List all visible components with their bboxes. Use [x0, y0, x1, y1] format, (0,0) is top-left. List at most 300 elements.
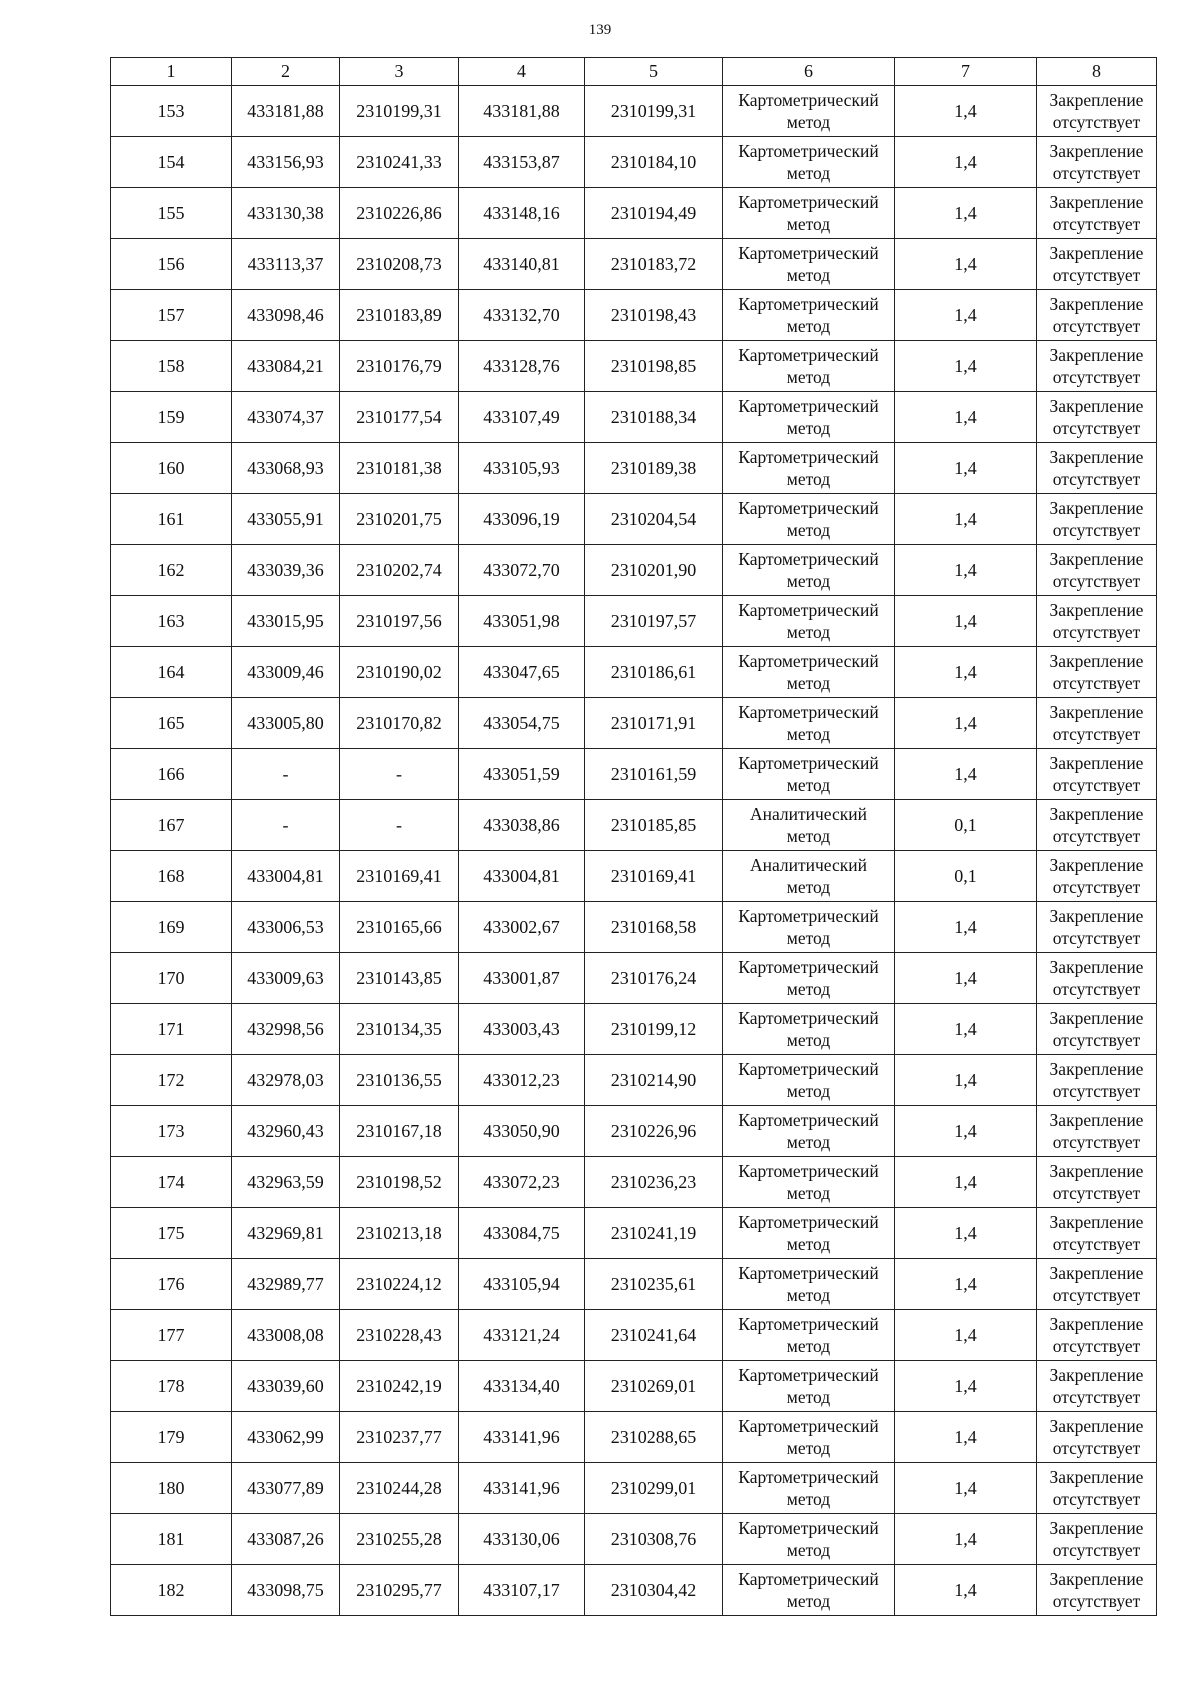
- table-cell-col-8: [1037, 86, 1157, 137]
- table-cell-col-3: 2310202,74: [340, 545, 459, 596]
- table-cell-col-3: 2310181,38: [340, 443, 459, 494]
- table-cell-col-3: 2310167,18: [340, 1106, 459, 1157]
- table-row: [111, 800, 1157, 851]
- cell-text-line: отсутствует: [1052, 1387, 1141, 1407]
- table-cell-col-1: 169: [111, 902, 232, 953]
- table-cell-col-8: [1037, 1463, 1157, 1514]
- cell-text-line: Закрепление: [1049, 1467, 1144, 1487]
- cell-text-line: Закрепление: [1049, 498, 1144, 518]
- table-cell-col-2: 432960,43: [232, 1106, 340, 1157]
- table-cell-col-5: 2310201,90: [585, 545, 723, 596]
- table-cell-col-7: 1,4: [895, 1310, 1037, 1361]
- table-cell-col-1: 175: [111, 1208, 232, 1259]
- table-cell-col-4: 433012,23: [459, 1055, 585, 1106]
- cell-text-line: Закрепление: [1049, 90, 1144, 110]
- table-cell-col-8: [1037, 953, 1157, 1004]
- table-cell-col-4: 433051,59: [459, 749, 585, 800]
- cell-text-line: отсутствует: [1052, 1540, 1141, 1560]
- table-row: [111, 1055, 1157, 1106]
- table-cell-col-2: 433156,93: [232, 137, 340, 188]
- table-cell-col-4: 433084,75: [459, 1208, 585, 1259]
- cell-text-line: метод: [786, 469, 831, 489]
- table-cell-col-6: [723, 1514, 895, 1565]
- cell-text-line: отсутствует: [1052, 112, 1141, 132]
- table-cell-col-8: [1037, 1412, 1157, 1463]
- cell-text-line: отсутствует: [1052, 724, 1141, 744]
- table-cell-col-3: 2310190,02: [340, 647, 459, 698]
- cell-text-line: отсутствует: [1052, 520, 1141, 540]
- cell-text-line: Закрепление: [1049, 804, 1144, 824]
- table-cell-col-7: 1,4: [895, 1055, 1037, 1106]
- table-cell-col-8: [1037, 698, 1157, 749]
- table-cell-col-2: 432978,03: [232, 1055, 340, 1106]
- table-cell-col-8: [1037, 596, 1157, 647]
- table-cell-col-8: [1037, 1208, 1157, 1259]
- table-cell-col-7: 1,4: [895, 1259, 1037, 1310]
- column-header-2: 2: [232, 58, 340, 86]
- cell-text-line: Закрепление: [1049, 855, 1144, 875]
- table-row: [111, 86, 1157, 137]
- cell-text-line: Закрепление: [1049, 1263, 1144, 1283]
- table-cell-col-7: 1,4: [895, 596, 1037, 647]
- table-cell-col-3: 2310170,82: [340, 698, 459, 749]
- cell-text-line: Закрепление: [1049, 549, 1144, 569]
- table-row: [111, 494, 1157, 545]
- cell-text-line: отсутствует: [1052, 1132, 1141, 1152]
- table-cell-col-5: 2310169,41: [585, 851, 723, 902]
- table-cell-col-1: 163: [111, 596, 232, 647]
- table-cell-col-2: 432963,59: [232, 1157, 340, 1208]
- table-cell-col-7: 1,4: [895, 1157, 1037, 1208]
- table-cell-col-2: 433015,95: [232, 596, 340, 647]
- table-row: [111, 1361, 1157, 1412]
- cell-text-line: Картометрический: [738, 600, 879, 620]
- table-cell-col-2: 433077,89: [232, 1463, 340, 1514]
- table-cell-col-5: 2310236,23: [585, 1157, 723, 1208]
- cell-text-line: отсутствует: [1052, 877, 1141, 897]
- table-cell-col-1: 178: [111, 1361, 232, 1412]
- table-cell-col-4: 433153,87: [459, 137, 585, 188]
- table-cell-col-6: [723, 545, 895, 596]
- cell-text-line: метод: [786, 724, 831, 744]
- table-cell-col-7: 1,4: [895, 1463, 1037, 1514]
- table-cell-col-5: 2310299,01: [585, 1463, 723, 1514]
- table-cell-col-8: [1037, 851, 1157, 902]
- cell-text-line: Картометрический: [738, 1314, 879, 1334]
- table-cell-col-6: [723, 1412, 895, 1463]
- table-cell-col-2: -: [232, 800, 340, 851]
- cell-text-line: метод: [786, 877, 831, 897]
- table-row: [111, 545, 1157, 596]
- cell-text-line: Закрепление: [1049, 1110, 1144, 1130]
- table-cell-col-6: [723, 698, 895, 749]
- column-header-1: 1: [111, 58, 232, 86]
- table-row: [111, 443, 1157, 494]
- table-cell-col-4: 433096,19: [459, 494, 585, 545]
- table-cell-col-7: 1,4: [895, 698, 1037, 749]
- table-cell-col-2: 433181,88: [232, 86, 340, 137]
- cell-text-line: метод: [786, 163, 831, 183]
- table-cell-col-5: 2310199,12: [585, 1004, 723, 1055]
- cell-text-line: метод: [786, 1387, 831, 1407]
- cell-text-line: метод: [786, 367, 831, 387]
- table-cell-col-1: 181: [111, 1514, 232, 1565]
- table-cell-col-6: [723, 749, 895, 800]
- table-cell-col-4: 433141,96: [459, 1463, 585, 1514]
- cell-text-line: Закрепление: [1049, 651, 1144, 671]
- table-cell-col-5: 2310188,34: [585, 392, 723, 443]
- table-cell-col-7: 1,4: [895, 86, 1037, 137]
- table-cell-col-6: [723, 1055, 895, 1106]
- table-cell-col-4: 433054,75: [459, 698, 585, 749]
- table-cell-col-6: [723, 1157, 895, 1208]
- table-cell-col-4: 433130,06: [459, 1514, 585, 1565]
- cell-text-line: метод: [786, 673, 831, 693]
- cell-text-line: отсутствует: [1052, 469, 1141, 489]
- cell-text-line: Закрепление: [1049, 1008, 1144, 1028]
- table-cell-col-7: 0,1: [895, 851, 1037, 902]
- cell-text-line: метод: [786, 316, 831, 336]
- table-cell-col-8: [1037, 1565, 1157, 1616]
- table-cell-col-4: 433105,93: [459, 443, 585, 494]
- table-cell-col-7: 1,4: [895, 188, 1037, 239]
- table-cell-col-7: 1,4: [895, 1004, 1037, 1055]
- table-cell-col-7: 1,4: [895, 1106, 1037, 1157]
- cell-text-line: отсутствует: [1052, 571, 1141, 591]
- table-cell-col-5: 2310171,91: [585, 698, 723, 749]
- table-cell-col-3: 2310177,54: [340, 392, 459, 443]
- cell-text-line: метод: [786, 826, 831, 846]
- table-header: [111, 58, 1157, 86]
- table-cell-col-8: [1037, 188, 1157, 239]
- table-cell-col-6: [723, 902, 895, 953]
- table-cell-col-6: [723, 86, 895, 137]
- cell-text-line: отсутствует: [1052, 316, 1141, 336]
- table-cell-col-8: [1037, 239, 1157, 290]
- cell-text-line: отсутствует: [1052, 673, 1141, 693]
- table-cell-col-3: 2310224,12: [340, 1259, 459, 1310]
- table-cell-col-6: [723, 1361, 895, 1412]
- cell-text-line: отсутствует: [1052, 367, 1141, 387]
- cell-text-line: метод: [786, 775, 831, 795]
- table-cell-col-8: [1037, 1310, 1157, 1361]
- cell-text-line: Закрепление: [1049, 702, 1144, 722]
- table-cell-col-5: 2310226,96: [585, 1106, 723, 1157]
- cell-text-line: Закрепление: [1049, 1314, 1144, 1334]
- coordinates-table: [110, 57, 1157, 1616]
- table-cell-col-3: 2310228,43: [340, 1310, 459, 1361]
- header-row: [111, 58, 1157, 86]
- table-row: [111, 902, 1157, 953]
- cell-text-line: метод: [786, 112, 831, 132]
- table-cell-col-7: 1,4: [895, 749, 1037, 800]
- table-cell-col-4: 433050,90: [459, 1106, 585, 1157]
- table-cell-col-2: 432998,56: [232, 1004, 340, 1055]
- table-cell-col-3: 2310136,55: [340, 1055, 459, 1106]
- cell-text-line: Закрепление: [1049, 396, 1144, 416]
- table-cell-col-1: 173: [111, 1106, 232, 1157]
- table-cell-col-5: 2310176,24: [585, 953, 723, 1004]
- cell-text-line: отсутствует: [1052, 1285, 1141, 1305]
- table-row: [111, 596, 1157, 647]
- table-cell-col-5: 2310235,61: [585, 1259, 723, 1310]
- cell-text-line: Картометрический: [738, 1263, 879, 1283]
- cell-text-line: Закрепление: [1049, 345, 1144, 365]
- table-cell-col-2: 433130,38: [232, 188, 340, 239]
- table-row: [111, 137, 1157, 188]
- table-cell-col-2: -: [232, 749, 340, 800]
- table-cell-col-2: 433039,36: [232, 545, 340, 596]
- table-cell-col-8: [1037, 545, 1157, 596]
- table-cell-col-3: 2310208,73: [340, 239, 459, 290]
- table-cell-col-5: 2310308,76: [585, 1514, 723, 1565]
- table-row: [111, 1514, 1157, 1565]
- cell-text-line: отсутствует: [1052, 265, 1141, 285]
- cell-text-line: Картометрический: [738, 906, 879, 926]
- table-cell-col-2: 433004,81: [232, 851, 340, 902]
- cell-text-line: отсутствует: [1052, 826, 1141, 846]
- cell-text-line: отсутствует: [1052, 1030, 1141, 1050]
- table-cell-col-5: 2310161,59: [585, 749, 723, 800]
- table-body: [111, 86, 1157, 1616]
- cell-text-line: Картометрический: [738, 549, 879, 569]
- table-row: [111, 1259, 1157, 1310]
- cell-text-line: Картометрический: [738, 1569, 879, 1589]
- table-cell-col-2: 433068,93: [232, 443, 340, 494]
- table-cell-col-5: 2310288,65: [585, 1412, 723, 1463]
- cell-text-line: отсутствует: [1052, 163, 1141, 183]
- table-cell-col-4: 433001,87: [459, 953, 585, 1004]
- cell-text-line: Картометрический: [738, 651, 879, 671]
- cell-text-line: метод: [786, 1030, 831, 1050]
- cell-text-line: отсутствует: [1052, 1336, 1141, 1356]
- table-cell-col-4: 433181,88: [459, 86, 585, 137]
- table-cell-col-7: 1,4: [895, 1208, 1037, 1259]
- cell-text-line: Картометрический: [738, 957, 879, 977]
- table-cell-col-4: 433134,40: [459, 1361, 585, 1412]
- table-cell-col-7: 1,4: [895, 290, 1037, 341]
- table-cell-col-6: [723, 1565, 895, 1616]
- page-number: 139: [588, 22, 612, 38]
- table-cell-col-5: 2310168,58: [585, 902, 723, 953]
- table-cell-col-1: 166: [111, 749, 232, 800]
- table-cell-col-8: [1037, 494, 1157, 545]
- table-cell-col-6: [723, 1259, 895, 1310]
- cell-text-line: Картометрический: [738, 243, 879, 263]
- table-cell-col-8: [1037, 1055, 1157, 1106]
- table-cell-col-3: 2310241,33: [340, 137, 459, 188]
- column-header-6: 6: [723, 58, 895, 86]
- table-cell-col-7: 1,4: [895, 1565, 1037, 1616]
- table-cell-col-1: 164: [111, 647, 232, 698]
- cell-text-line: Картометрический: [738, 1365, 879, 1385]
- table-cell-col-8: [1037, 647, 1157, 698]
- table-cell-col-1: 182: [111, 1565, 232, 1616]
- table-cell-col-5: 2310269,01: [585, 1361, 723, 1412]
- table-cell-col-3: 2310213,18: [340, 1208, 459, 1259]
- table-row: [111, 392, 1157, 443]
- table-cell-col-8: [1037, 1157, 1157, 1208]
- table-cell-col-3: 2310226,86: [340, 188, 459, 239]
- cell-text-line: Картометрический: [738, 753, 879, 773]
- table-cell-col-3: 2310201,75: [340, 494, 459, 545]
- cell-text-line: Закрепление: [1049, 294, 1144, 314]
- table-cell-col-1: 167: [111, 800, 232, 851]
- table-cell-col-7: 1,4: [895, 137, 1037, 188]
- cell-text-line: метод: [786, 1438, 831, 1458]
- cell-text-line: метод: [786, 928, 831, 948]
- table-cell-col-1: 161: [111, 494, 232, 545]
- table-cell-col-4: 433105,94: [459, 1259, 585, 1310]
- table-cell-col-1: 154: [111, 137, 232, 188]
- cell-text-line: Закрепление: [1049, 141, 1144, 161]
- table-cell-col-7: 1,4: [895, 902, 1037, 953]
- cell-text-line: Картометрический: [738, 498, 879, 518]
- table-row: [111, 1106, 1157, 1157]
- table-cell-col-2: 433006,53: [232, 902, 340, 953]
- cell-text-line: Картометрический: [738, 1110, 879, 1130]
- cell-text-line: метод: [786, 1183, 831, 1203]
- cell-text-line: метод: [786, 265, 831, 285]
- table-row: [111, 1412, 1157, 1463]
- table-cell-col-2: 433074,37: [232, 392, 340, 443]
- table-cell-col-1: 168: [111, 851, 232, 902]
- table-cell-col-4: 433141,96: [459, 1412, 585, 1463]
- table-cell-col-2: 433098,75: [232, 1565, 340, 1616]
- table-row: [111, 953, 1157, 1004]
- table-cell-col-4: 433107,49: [459, 392, 585, 443]
- table-cell-col-3: 2310183,89: [340, 290, 459, 341]
- table-cell-col-1: 179: [111, 1412, 232, 1463]
- table-cell-col-3: 2310295,77: [340, 1565, 459, 1616]
- cell-text-line: Закрепление: [1049, 1212, 1144, 1232]
- table-cell-col-2: 433098,46: [232, 290, 340, 341]
- cell-text-line: Картометрический: [738, 1416, 879, 1436]
- cell-text-line: Картометрический: [738, 702, 879, 722]
- table-cell-col-1: 172: [111, 1055, 232, 1106]
- cell-text-line: Закрепление: [1049, 243, 1144, 263]
- cell-text-line: отсутствует: [1052, 1183, 1141, 1203]
- table-cell-col-1: 153: [111, 86, 232, 137]
- table-cell-col-7: 1,4: [895, 494, 1037, 545]
- column-header-3: 3: [340, 58, 459, 86]
- table-cell-col-6: [723, 239, 895, 290]
- table-cell-col-2: 433062,99: [232, 1412, 340, 1463]
- table-cell-col-8: [1037, 137, 1157, 188]
- table-cell-col-7: 1,4: [895, 1514, 1037, 1565]
- cell-text-line: Аналитический: [749, 855, 868, 875]
- table-cell-col-6: [723, 392, 895, 443]
- table-cell-col-1: 162: [111, 545, 232, 596]
- table-row: [111, 1565, 1157, 1616]
- table-cell-col-6: [723, 1463, 895, 1514]
- table-row: [111, 1004, 1157, 1055]
- table-cell-col-7: 1,4: [895, 953, 1037, 1004]
- cell-text-line: отсутствует: [1052, 1081, 1141, 1101]
- cell-text-line: отсутствует: [1052, 214, 1141, 234]
- table-cell-col-3: 2310237,77: [340, 1412, 459, 1463]
- column-header-7: 7: [895, 58, 1037, 86]
- column-header-8: 8: [1037, 58, 1157, 86]
- table-cell-col-4: 433051,98: [459, 596, 585, 647]
- cell-text-line: Картометрический: [738, 396, 879, 416]
- table-cell-col-5: 2310241,19: [585, 1208, 723, 1259]
- table-row: [111, 749, 1157, 800]
- table-row: [111, 1208, 1157, 1259]
- table-cell-col-4: 433140,81: [459, 239, 585, 290]
- table-cell-col-3: 2310198,52: [340, 1157, 459, 1208]
- table-cell-col-5: 2310183,72: [585, 239, 723, 290]
- cell-text-line: отсутствует: [1052, 775, 1141, 795]
- table-cell-col-3: 2310255,28: [340, 1514, 459, 1565]
- table-cell-col-6: [723, 341, 895, 392]
- table-cell-col-1: 159: [111, 392, 232, 443]
- cell-text-line: Картометрический: [738, 1161, 879, 1181]
- table-cell-col-3: 2310199,31: [340, 86, 459, 137]
- cell-text-line: Закрепление: [1049, 192, 1144, 212]
- table-cell-col-3: -: [340, 800, 459, 851]
- table-cell-col-2: 433009,63: [232, 953, 340, 1004]
- table-cell-col-2: 433084,21: [232, 341, 340, 392]
- cell-text-line: отсутствует: [1052, 1489, 1141, 1509]
- table-cell-col-7: 1,4: [895, 443, 1037, 494]
- table-cell-col-4: 433003,43: [459, 1004, 585, 1055]
- table-cell-col-3: 2310244,28: [340, 1463, 459, 1514]
- cell-text-line: Аналитический: [749, 804, 868, 824]
- table-cell-col-5: 2310184,10: [585, 137, 723, 188]
- table-cell-col-7: 1,4: [895, 545, 1037, 596]
- table-cell-col-8: [1037, 1514, 1157, 1565]
- table-cell-col-3: 2310176,79: [340, 341, 459, 392]
- cell-text-line: Закрепление: [1049, 1518, 1144, 1538]
- table-cell-col-4: 433107,17: [459, 1565, 585, 1616]
- table-cell-col-2: 433087,26: [232, 1514, 340, 1565]
- table-row: [111, 290, 1157, 341]
- table-cell-col-8: [1037, 341, 1157, 392]
- cell-text-line: Закрепление: [1049, 600, 1144, 620]
- table-cell-col-3: 2310165,66: [340, 902, 459, 953]
- table-cell-col-4: 433038,86: [459, 800, 585, 851]
- cell-text-line: метод: [786, 622, 831, 642]
- table-cell-col-2: 433009,46: [232, 647, 340, 698]
- table-cell-col-5: 2310198,43: [585, 290, 723, 341]
- cell-text-line: Закрепление: [1049, 906, 1144, 926]
- table-cell-col-7: 1,4: [895, 647, 1037, 698]
- cell-text-line: отсутствует: [1052, 1234, 1141, 1254]
- table-cell-col-4: 433004,81: [459, 851, 585, 902]
- cell-text-line: Закрепление: [1049, 447, 1144, 467]
- cell-text-line: метод: [786, 1234, 831, 1254]
- cell-text-line: метод: [786, 1132, 831, 1152]
- cell-text-line: метод: [786, 1489, 831, 1509]
- table-cell-col-7: 1,4: [895, 392, 1037, 443]
- table-cell-col-5: 2310241,64: [585, 1310, 723, 1361]
- table-cell-col-4: 433072,70: [459, 545, 585, 596]
- table-cell-col-6: [723, 1004, 895, 1055]
- cell-text-line: метод: [786, 1285, 831, 1305]
- table-cell-col-8: [1037, 1004, 1157, 1055]
- cell-text-line: метод: [786, 214, 831, 234]
- table-cell-col-4: 433132,70: [459, 290, 585, 341]
- table-cell-col-4: 433128,76: [459, 341, 585, 392]
- table-cell-col-2: 432989,77: [232, 1259, 340, 1310]
- cell-text-line: метод: [786, 418, 831, 438]
- cell-text-line: Закрепление: [1049, 1416, 1144, 1436]
- cell-text-line: отсутствует: [1052, 928, 1141, 948]
- table-cell-col-1: 165: [111, 698, 232, 749]
- table-cell-col-3: 2310169,41: [340, 851, 459, 902]
- table-cell-col-6: [723, 188, 895, 239]
